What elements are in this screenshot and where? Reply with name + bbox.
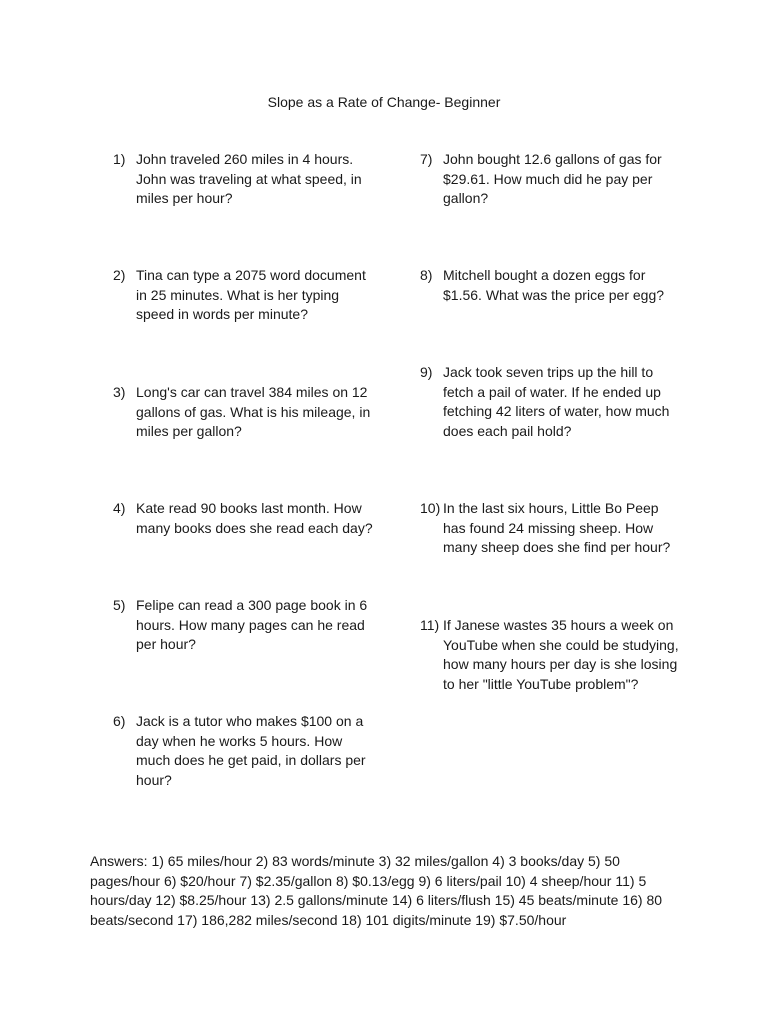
problem-text: Mitchell bought a dozen eggs for $1.56. What was the price per egg? <box>443 267 665 303</box>
problem-text: Kate read 90 books last month. How many books does she read each day? <box>136 500 373 536</box>
problem-text: Tina can type a 2075 word document in 25 minutes. What is her typing speed in words per minute? <box>136 267 366 322</box>
problem-number: 6) <box>113 713 126 729</box>
answer-key: Answers: 1) 65 miles/hour 2) 83 words/minute 3) 32 miles/gallon 4) 3 books/day 5) 50 pages/hour 6) $20/hour 7) $2.35/gallon 8) $0.13/egg 9) 6 liters/pail 10) 4 sheep/hour 11) 5 hours/day 12) $8.25/hour 13) 2.5 gallons/minute 14) 6 liters/flush 15) 45 beats/minute 16) 80 beats/second 17) 186,282 miles/second 18) 101 digits/minute 19) $7.50/hour <box>90 853 663 928</box>
problem-text: Jack took seven trips up the hill to fetch a pail of water. If he ended up fetching 42 liters of water, how much does each pail hold? <box>443 364 670 439</box>
problem-text: If Janese wastes 35 hours a week on YouTube when she could be studying, how many hours per day is she losing to her "little YouTube problem"? <box>443 617 679 692</box>
worksheet-title: Slope as a Rate of Change- Beginner <box>267 94 501 110</box>
problem-number: 9) <box>420 364 433 380</box>
problem-number: 8) <box>420 267 433 283</box>
problem-text: John bought 12.6 gallons of gas for $29.61. How much did he pay per gallon? <box>443 151 662 206</box>
problem-number: 5) <box>113 597 126 613</box>
problem-number: 7) <box>420 151 433 167</box>
problem-text: Long's car can travel 384 miles on 12 gallons of gas. What is his mileage, in miles per gallon? <box>136 384 371 439</box>
problem-text: In the last six hours, Little Bo Peep has found 24 missing sheep. How many sheep does she find per hour? <box>443 500 671 555</box>
problem-number: 10) <box>420 500 441 516</box>
problem-number: 11) <box>420 617 440 633</box>
problem-text: Jack is a tutor who makes $100 on a day when he works 5 hours. How much does he get paid, in dollars per hour? <box>136 713 366 788</box>
problem-number: 2) <box>113 267 126 283</box>
problem-number: 3) <box>113 384 126 400</box>
problem-number: 4) <box>113 500 126 516</box>
problem-text: John traveled 260 miles in 4 hours. John was traveling at what speed, in miles per hour? <box>136 151 362 206</box>
problem-text: Felipe can read a 300 page book in 6 hours. How many pages can he read per hour? <box>136 597 368 652</box>
problem-number: 1) <box>113 151 126 167</box>
